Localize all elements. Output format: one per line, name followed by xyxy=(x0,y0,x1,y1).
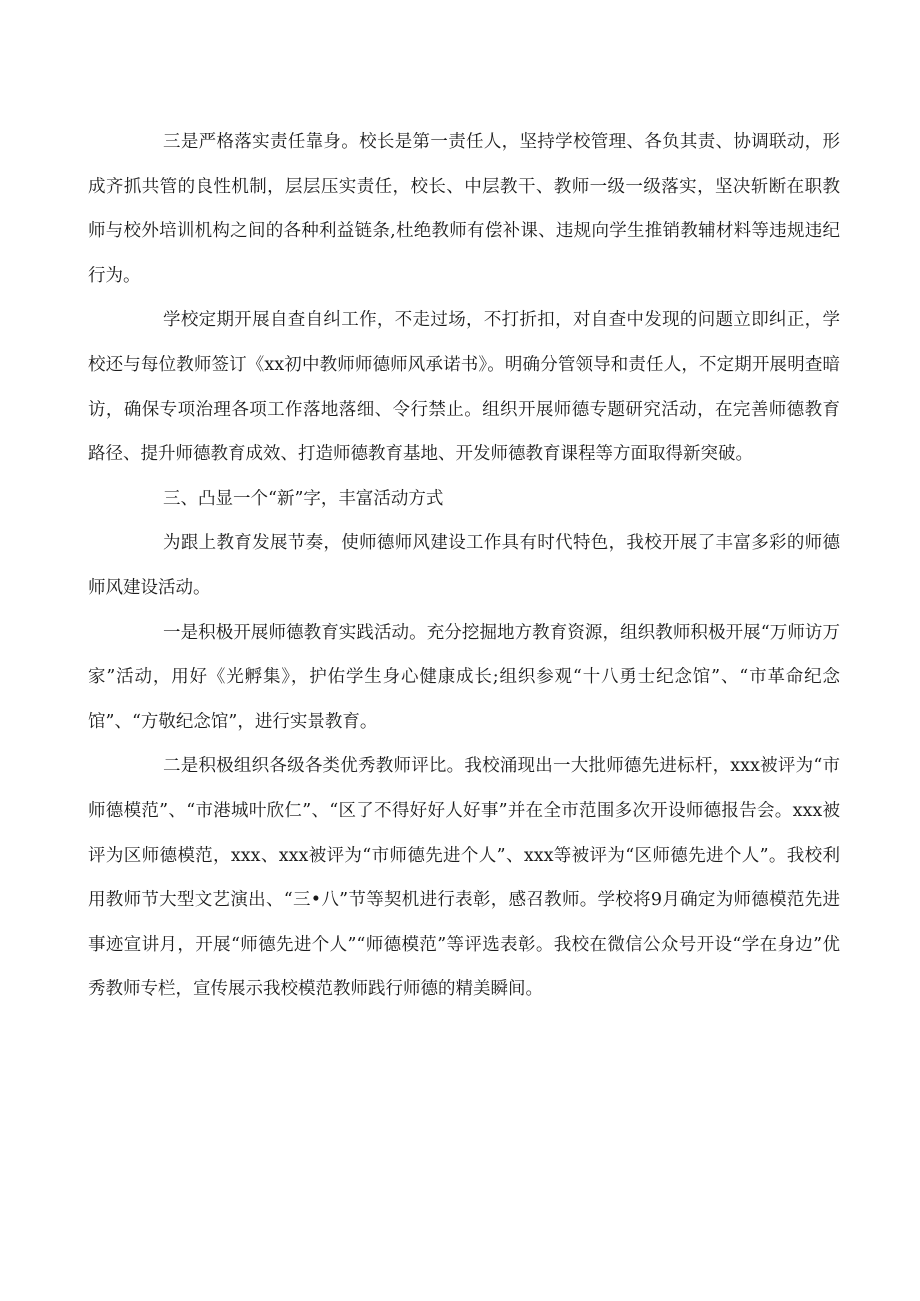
document-body xyxy=(88,120,840,1012)
paragraph-intro: 为跟上教育发展节奏，使师德师风建设工作具有时代特色，我校开展了丰富多彩的师德师风建设活动。 xyxy=(88,533,840,598)
paragraph-self-inspection: 学校定期开展自查自纠工作，不走过场，不打折扣，对自查中发现的问题立即纠正，学校还与每位教师签订《xx初中教师师德师风承诺书》。明确分管领导和责任人，不定期开展明查暗访，确保专项治理各项工作落地落细、令行禁止。组织开展师德专题研究活动，在完善师德教育路径、提升师德教育成效、打造师德教育基地、开发师德教育课程等方面取得新突破。 xyxy=(88,310,840,465)
paragraph-responsibility: 三是严格落实责任靠身。校长是第一责任人，坚持学校管理、各负其责、协调联动，形成齐抓共管的良性机制，层层压实责任，校长、中层教干、教师一级一级落实，坚决斩断在职教师与校外培训机构之间的各种利益链条,杜绝教师有偿补课、违规向学生推销教辅材料等违规违纪行为。 xyxy=(88,132,840,286)
paragraph-practice-activities: 一是积极开展师德教育实践活动。充分挖掘地方教育资源，组织教师积极开展“万师访万家”活动，用好《光孵集》，护佑学生身心健康成长;组织参观“十八勇士纪念馆”、“市革命纪念馆”、“方敬纪念馆”，进行实景教育。 xyxy=(88,622,840,732)
paragraph-teacher-awards: 二是积极组织各级各类优秀教师评比。我校涌现出一大批师德先进标杆，xxx被评为“市师德模范”、“市港城叶欣仁”、“区了不得好好人好事”并在全市范围多次开设师德报告会。xxx被评为区师德模范，xxx、xxx被评为“市师德先进个人”、xxx等被评为“区师德先进个人”。我校利用教师节大型文艺演出、“三•八”节等契机进行表彰，感召教师。学校将9月确定为师德模范先进事迹宣讲月，开展“师德先进个人”“师德模范”等评选表彰。我校在微信公众号开设“学在身边”优秀教师专栏，宣传展示我校模范教师践行师德的精美瞬间。 xyxy=(88,756,840,1000)
section-heading: 三、凸显一个“新”字，丰富活动方式 xyxy=(163,488,444,509)
